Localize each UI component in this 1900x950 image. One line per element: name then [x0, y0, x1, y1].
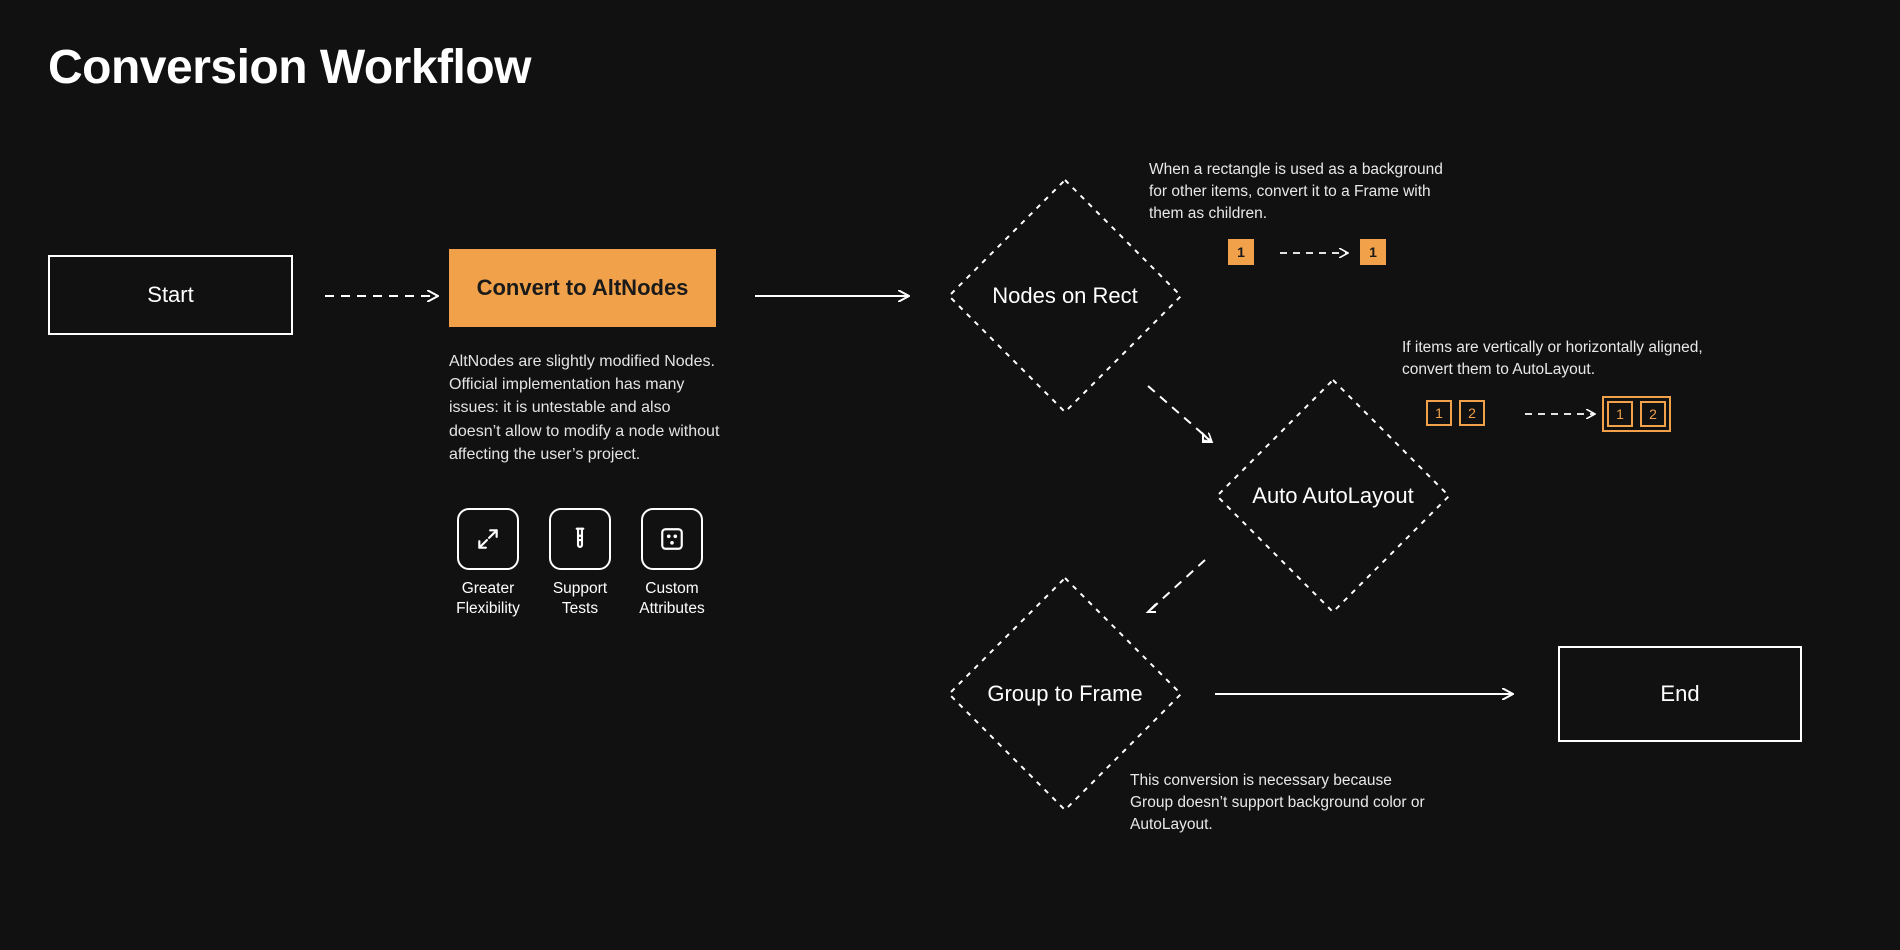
feature-custom-attributes: [636, 508, 708, 619]
chip: 2: [1640, 401, 1666, 427]
note-nodes-on-rect: When a rectangle is used as a background for other items, convert it to a Frame with them as children.: [1149, 161, 1443, 222]
chip: 1: [1228, 239, 1254, 265]
feature-label: Custom Attributes: [639, 580, 705, 617]
feature-label: Support Tests: [552, 580, 608, 617]
chips-rect-before: [1228, 239, 1254, 265]
feature-support-tests: [544, 508, 616, 619]
feature-greater-flexibility: [452, 508, 524, 619]
note-auto-autolayout: If items are vertically or horizontally aligned, convert them to AutoLayout.: [1402, 339, 1703, 378]
custom-attributes-icon: [641, 508, 703, 570]
page-title: Conversion Workflow: [48, 41, 531, 94]
chips-autolayout-before: [1426, 400, 1485, 426]
note-group-to-frame: This conversion is necessary because Group doesn’t support background color or AutoLayout.: [1130, 772, 1425, 833]
expand-arrows-icon: [457, 508, 519, 570]
node-nodes-on-rect-label: Nodes on Rect: [992, 283, 1138, 308]
chips-autolayout-after: [1602, 396, 1671, 432]
node-end[interactable]: [1558, 646, 1802, 742]
node-start[interactable]: [48, 255, 293, 335]
node-convert-label: Convert to AltNodes: [476, 275, 689, 300]
altnodes-description: AltNodes are slightly modified Nodes. Official implementation has many issues: it is untestable and also doesn’t allow to modify a node without affecting the user’s project.: [449, 353, 720, 463]
chip: 1: [1607, 401, 1633, 427]
node-auto-autolayout[interactable]: [1213, 376, 1453, 616]
node-start-label: Start: [147, 282, 194, 307]
chip: 1: [1426, 400, 1452, 426]
node-auto-autolayout-label: Auto AutoLayout: [1252, 483, 1414, 508]
node-end-label: End: [1660, 681, 1700, 706]
node-convert-to-altnodes[interactable]: [449, 249, 716, 327]
chip: 1: [1360, 239, 1386, 265]
node-group-to-frame-label: Group to Frame: [987, 681, 1143, 706]
feature-label: Greater Flexibility: [456, 580, 520, 617]
chip: 2: [1459, 400, 1485, 426]
chips-rect-after: [1360, 239, 1386, 265]
test-tube-icon: [549, 508, 611, 570]
